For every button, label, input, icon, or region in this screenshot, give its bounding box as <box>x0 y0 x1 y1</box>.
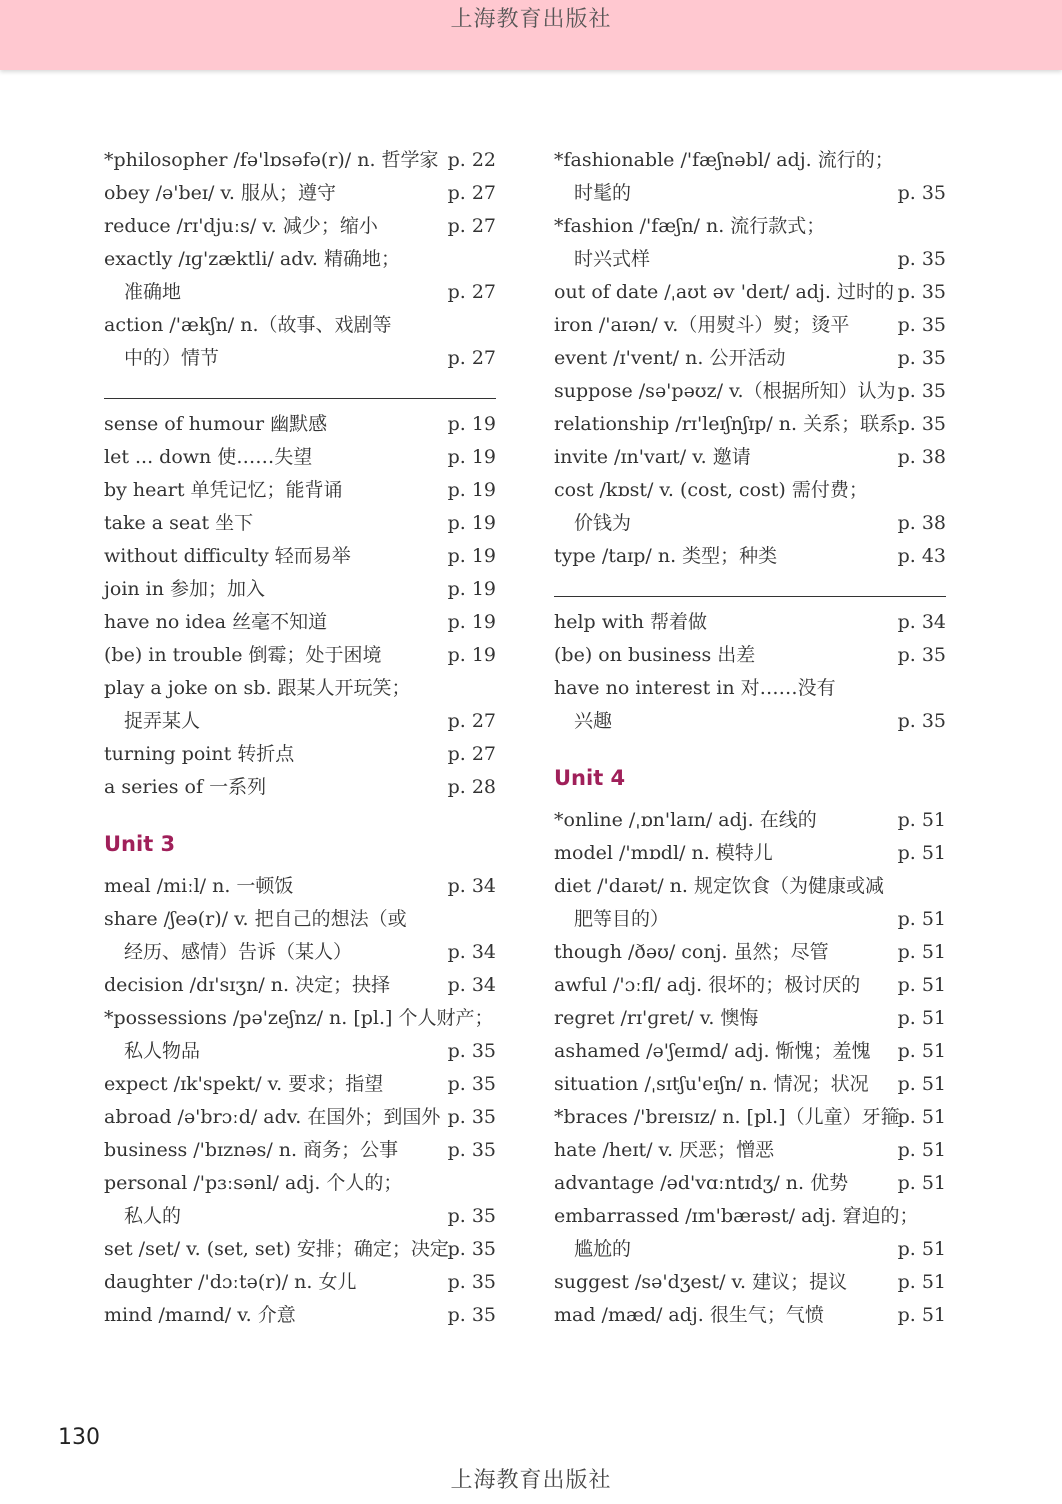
page-reference: p. 51 <box>897 1040 946 1062</box>
page-reference: p. 19 <box>447 545 496 567</box>
entry-text <box>554 342 946 375</box>
entry-line: 尴尬的 <box>574 1238 632 1260</box>
entry-line: iron /'aɪən/ v.（用熨斗）熨；烫平 <box>554 314 850 336</box>
page-reference: p. 34 <box>447 941 496 963</box>
vocab-entry <box>104 309 496 375</box>
page-reference: p. 51 <box>897 1139 946 1161</box>
entry-text <box>104 1167 496 1200</box>
entry-line: set /set/ v. (set, set) 安排；确定；决定 <box>104 1238 449 1260</box>
entry-text <box>554 639 946 672</box>
entry-line: 私人的 <box>124 1205 182 1227</box>
page-reference: p. 27 <box>447 347 496 369</box>
vocab-entry <box>104 639 496 672</box>
entry-line: advantage /əd'vɑːntɪdʒ/ n. 优势 <box>554 1172 849 1194</box>
entry-line: situation /ˌsɪtʃu'eɪʃn/ n. 情况；状况 <box>554 1073 869 1095</box>
page-reference: p. 51 <box>897 1238 946 1260</box>
entry-line: expect /ɪk'spekt/ v. 要求；指望 <box>104 1073 384 1095</box>
entry-line: *braces /'breɪsɪz/ n. [pl.]（儿童）牙箍 <box>554 1106 900 1128</box>
entry-line: out of date /ˌaʊt əv 'deɪt/ adj. 过时的 <box>554 281 894 303</box>
page-reference: p. 35 <box>897 248 946 270</box>
entry-text <box>554 375 946 408</box>
vocab-entry <box>554 1134 946 1167</box>
page-reference: p. 35 <box>897 710 946 732</box>
vocab-entry <box>554 276 946 309</box>
page-reference: p. 51 <box>897 1304 946 1326</box>
entry-line: have no idea 丝毫不知道 <box>104 611 328 633</box>
vocab-entry <box>554 474 946 540</box>
entry-text <box>104 672 496 705</box>
page-reference: p. 27 <box>447 743 496 765</box>
vocab-entry <box>554 639 946 672</box>
footer-publisher: 上海教育出版社 <box>450 1468 612 1493</box>
page-reference: p. 35 <box>447 1106 496 1128</box>
page-reference: p. 19 <box>447 578 496 600</box>
entry-line: 捉弄某人 <box>124 710 201 732</box>
entry-line: 私人物品 <box>124 1040 201 1062</box>
entry-text <box>104 771 496 804</box>
entry-line: mad /mæd/ adj. 很生气；气愤 <box>554 1304 824 1326</box>
vocab-entry <box>554 1167 946 1200</box>
entry-text <box>104 1233 496 1266</box>
page-reference: p. 35 <box>447 1205 496 1227</box>
page-reference: p. 38 <box>897 446 946 468</box>
entry-line: take a seat 坐下 <box>104 512 254 534</box>
entry-line: action /'ækʃn/ n.（故事、戏剧等 <box>104 314 392 336</box>
entry-line: let ... down 使……失望 <box>104 446 313 468</box>
entry-text <box>104 573 496 606</box>
entry-text-continued <box>104 276 496 309</box>
entry-text <box>104 1101 496 1134</box>
vocab-entry <box>104 177 496 210</box>
entry-text <box>554 1035 946 1068</box>
entry-line: 肥等目的） <box>574 908 670 930</box>
entry-line: (be) in trouble 倒霉；处于困境 <box>104 644 382 666</box>
vocab-entry <box>554 804 946 837</box>
entry-line: *fashionable /'fæʃnəbl/ adj. 流行的； <box>554 149 894 171</box>
page-reference: p. 35 <box>897 413 946 435</box>
entry-text <box>554 408 946 441</box>
vocab-entry <box>104 870 496 903</box>
entry-text <box>554 837 946 870</box>
page-reference: p. 51 <box>897 1271 946 1293</box>
entry-line: join in 参加；加入 <box>104 578 266 600</box>
entry-line: hate /heɪt/ v. 厌恶；憎恶 <box>554 1139 775 1161</box>
vocab-entry <box>554 936 946 969</box>
entry-text <box>554 309 946 342</box>
entry-text-continued <box>104 1200 496 1233</box>
entry-line: regret /rɪ'ɡret/ v. 懊悔 <box>554 1007 759 1029</box>
unit-heading: Unit 3 <box>104 832 176 856</box>
vocab-entry <box>104 1233 496 1266</box>
entry-line: business /'bɪznəs/ n. 商务；公事 <box>104 1139 399 1161</box>
entry-line: 中的）情节 <box>124 347 220 369</box>
vocab-entry <box>554 1299 946 1332</box>
vocab-entry <box>104 144 496 177</box>
entry-text <box>554 936 946 969</box>
vocab-entry <box>554 342 946 375</box>
page-reference: p. 51 <box>897 1007 946 1029</box>
header-publisher: 上海教育出版社 <box>450 7 612 32</box>
page-reference: p. 35 <box>447 1073 496 1095</box>
page-reference: p. 51 <box>897 809 946 831</box>
page-reference: p. 51 <box>897 1106 946 1128</box>
entry-text <box>554 276 946 309</box>
page-reference: p. 35 <box>897 347 946 369</box>
vocab-entry <box>554 672 946 738</box>
vocab-entry <box>554 1266 946 1299</box>
entry-text <box>104 474 496 507</box>
page-reference: p. 35 <box>447 1139 496 1161</box>
vocab-entry <box>554 1002 946 1035</box>
entry-text <box>104 870 496 903</box>
page-reference: p. 35 <box>897 281 946 303</box>
entry-line: invite /ɪn'vaɪt/ v. 邀请 <box>554 446 751 468</box>
entry-text <box>554 606 946 639</box>
vocab-entry <box>554 309 946 342</box>
entry-text <box>104 606 496 639</box>
page-reference: p. 19 <box>447 413 496 435</box>
header-band <box>0 0 1062 70</box>
vocab-entry <box>554 144 946 210</box>
vocab-entry <box>554 1200 946 1266</box>
page-reference: p. 51 <box>897 1073 946 1095</box>
entry-line: 时兴式样 <box>574 248 651 270</box>
vocab-entry <box>104 573 496 606</box>
entry-line: *fashion /'fæʃn/ n. 流行款式； <box>554 215 826 237</box>
vocab-entry <box>554 441 946 474</box>
page-number: 130 <box>58 1425 100 1450</box>
entry-text <box>104 177 496 210</box>
entry-line: 时髦的 <box>574 182 632 204</box>
entry-line: turning point 转折点 <box>104 743 295 765</box>
entry-text <box>554 210 946 243</box>
entry-line: reduce /rɪ'djuːs/ v. 减少；缩小 <box>104 215 378 237</box>
entry-text <box>554 1167 946 1200</box>
entry-text-continued <box>104 705 496 738</box>
page-reference: p. 51 <box>897 974 946 996</box>
entry-text <box>104 507 496 540</box>
entry-line: share /ʃeə(r)/ v. 把自己的想法（或 <box>104 908 407 930</box>
vocab-entry <box>104 1002 496 1068</box>
vocab-entry <box>554 1068 946 1101</box>
entry-text <box>554 1299 946 1332</box>
entry-line: exactly /ɪɡ'zæktli/ adv. 精确地； <box>104 248 400 270</box>
entry-text <box>104 639 496 672</box>
entry-line: awful /'ɔːfl/ adj. 很坏的；极讨厌的 <box>554 974 861 996</box>
entry-text <box>554 1101 946 1134</box>
entry-line: by heart 单凭记忆；能背诵 <box>104 479 343 501</box>
page-reference: p. 35 <box>897 380 946 402</box>
entry-line: decision /dɪ'sɪʒn/ n. 决定；抉择 <box>104 974 391 996</box>
vocab-entry <box>104 672 496 738</box>
page-reference: p. 19 <box>447 446 496 468</box>
entry-line: ashamed /ə'ʃeɪmd/ adj. 惭愧；羞愧 <box>554 1040 871 1062</box>
entry-line: *philosopher /fə'lɒsəfə(r)/ n. 哲学家 <box>104 149 439 171</box>
entry-line: though /ðəʊ/ conj. 虽然；尽管 <box>554 941 829 963</box>
vocab-entry <box>104 441 496 474</box>
vocab-entry <box>554 1035 946 1068</box>
entry-text-continued <box>554 1233 946 1266</box>
vocab-entry <box>104 408 496 441</box>
entry-line: have no interest in 对……没有 <box>554 677 836 699</box>
entry-text-continued <box>554 177 946 210</box>
entry-text <box>104 540 496 573</box>
vocab-entry <box>104 1167 496 1233</box>
page-reference: p. 43 <box>897 545 946 567</box>
entry-text <box>104 1134 496 1167</box>
vocab-entry <box>104 540 496 573</box>
entry-text <box>554 441 946 474</box>
entry-text <box>554 1002 946 1035</box>
vocab-entry <box>104 969 496 1002</box>
page-reference: p. 51 <box>897 842 946 864</box>
entry-text-continued <box>104 1035 496 1068</box>
entry-line: (be) on business 出差 <box>554 644 756 666</box>
page-reference: p. 35 <box>447 1304 496 1326</box>
entry-text <box>104 738 496 771</box>
entry-line: 价钱为 <box>574 512 632 534</box>
entry-text <box>104 309 496 342</box>
vocab-entry <box>104 474 496 507</box>
vocab-entry <box>104 507 496 540</box>
vocab-entry <box>554 1101 946 1134</box>
entry-text <box>104 1002 496 1035</box>
entry-text <box>104 210 496 243</box>
entry-text <box>104 144 496 177</box>
entry-text-continued <box>554 705 946 738</box>
page-reference: p. 51 <box>897 1172 946 1194</box>
page-reference: p. 19 <box>447 611 496 633</box>
entry-text <box>104 243 496 276</box>
vocab-entry <box>554 408 946 441</box>
entry-line: relationship /rɪ'leɪʃnʃɪp/ n. 关系；联系 <box>554 413 899 435</box>
page-reference: p. 28 <box>447 776 496 798</box>
page-reference: p. 27 <box>447 215 496 237</box>
entry-line: meal /miːl/ n. 一顿饭 <box>104 875 294 897</box>
entry-text <box>104 1299 496 1332</box>
entry-line: mind /maɪnd/ v. 介意 <box>104 1304 296 1326</box>
page-reference: p. 34 <box>897 611 946 633</box>
page-reference: p. 34 <box>447 875 496 897</box>
entry-text <box>554 474 946 507</box>
entry-line: help with 帮着做 <box>554 611 708 633</box>
entry-line: abroad /ə'brɔːd/ adv. 在国外；到国外 <box>104 1106 441 1128</box>
vocab-column-left <box>104 144 496 1332</box>
entry-text <box>554 672 946 705</box>
entry-text-continued <box>104 936 496 969</box>
entry-line: suggest /sə'dʒest/ v. 建议；提议 <box>554 1271 848 1293</box>
unit-heading: Unit 4 <box>554 766 626 790</box>
entry-line: model /'mɒdl/ n. 模特儿 <box>554 842 773 864</box>
entry-line: without difficulty 轻而易举 <box>104 545 351 567</box>
entry-line: cost /kɒst/ v. (cost, cost) 需付费； <box>554 479 868 501</box>
page-reference: p. 35 <box>897 314 946 336</box>
vocab-entry <box>554 969 946 1002</box>
vocab-entry <box>554 540 946 573</box>
vocab-entry <box>104 1134 496 1167</box>
entry-line: embarrassed /ɪm'bærəst/ adj. 窘迫的； <box>554 1205 919 1227</box>
entry-line: suppose /sə'pəʊz/ v.（根据所知）认为 <box>554 380 896 402</box>
entry-line: type /taɪp/ n. 类型；种类 <box>554 545 778 567</box>
entry-line: daughter /'dɔːtə(r)/ n. 女儿 <box>104 1271 357 1293</box>
page-reference: p. 35 <box>897 182 946 204</box>
entry-line: 兴趣 <box>574 710 613 732</box>
entry-line: 经历、感情）告诉（某人） <box>124 941 353 963</box>
page-reference: p. 51 <box>897 941 946 963</box>
vocab-entry <box>554 210 946 276</box>
vocab-entry <box>554 870 946 936</box>
entry-text-continued <box>554 507 946 540</box>
entry-text <box>104 903 496 936</box>
entry-text <box>104 441 496 474</box>
vocab-entry <box>554 606 946 639</box>
page-reference: p. 35 <box>447 1271 496 1293</box>
entry-text <box>554 144 946 177</box>
entry-text-continued <box>554 903 946 936</box>
entry-text <box>554 969 946 1002</box>
vocab-entry <box>104 1101 496 1134</box>
section-divider <box>104 375 496 408</box>
entry-line: *online /ˌɒn'laɪn/ adj. 在线的 <box>554 809 817 831</box>
vocab-entry <box>104 606 496 639</box>
page-reference: p. 27 <box>447 182 496 204</box>
entry-text <box>104 1068 496 1101</box>
page-reference: p. 34 <box>447 974 496 996</box>
entry-line: event /ɪ'vent/ n. 公开活动 <box>554 347 786 369</box>
vocab-entry <box>104 738 496 771</box>
entry-text <box>554 804 946 837</box>
vocab-column-right <box>554 144 946 1332</box>
section-divider <box>554 573 946 606</box>
entry-text <box>554 1200 946 1233</box>
entry-line: a series of 一系列 <box>104 776 267 798</box>
vocab-entry <box>104 1068 496 1101</box>
page-reference: p. 19 <box>447 479 496 501</box>
entry-line: *possessions /pə'zeʃnz/ n. [pl.] 个人财产； <box>104 1007 494 1029</box>
entry-text <box>554 1134 946 1167</box>
entry-text <box>554 870 946 903</box>
entry-text <box>554 540 946 573</box>
entry-text <box>104 969 496 1002</box>
vocab-entry <box>104 903 496 969</box>
entry-text-continued <box>104 342 496 375</box>
vocab-entry <box>104 1266 496 1299</box>
vocab-entry <box>554 837 946 870</box>
page-reference: p. 27 <box>447 710 496 732</box>
entry-line: personal /'pɜːsənl/ adj. 个人的； <box>104 1172 403 1194</box>
page-reference: p. 38 <box>897 512 946 534</box>
page-reference: p. 19 <box>447 644 496 666</box>
entry-line: diet /'daɪət/ n. 规定饮食（为健康或减 <box>554 875 884 897</box>
entry-text <box>104 408 496 441</box>
entry-text <box>554 1068 946 1101</box>
vocab-entry <box>104 243 496 309</box>
entry-text <box>104 1266 496 1299</box>
entry-line: obey /ə'beɪ/ v. 服从；遵守 <box>104 182 336 204</box>
entry-line: sense of humour 幽默感 <box>104 413 328 435</box>
page-reference: p. 35 <box>447 1238 496 1260</box>
page-reference: p. 35 <box>897 644 946 666</box>
entry-text <box>554 1266 946 1299</box>
vocab-entry <box>554 375 946 408</box>
page-reference: p. 51 <box>897 908 946 930</box>
page-reference: p. 22 <box>447 149 496 171</box>
vocab-entry <box>104 1299 496 1332</box>
entry-line: 准确地 <box>124 281 182 303</box>
page-reference: p. 27 <box>447 281 496 303</box>
page-reference: p. 35 <box>447 1040 496 1062</box>
page-reference: p. 19 <box>447 512 496 534</box>
entry-text-continued <box>554 243 946 276</box>
vocab-entry <box>104 210 496 243</box>
vocab-entry <box>104 771 496 804</box>
entry-line: play a joke on sb. 跟某人开玩笑； <box>104 677 411 699</box>
